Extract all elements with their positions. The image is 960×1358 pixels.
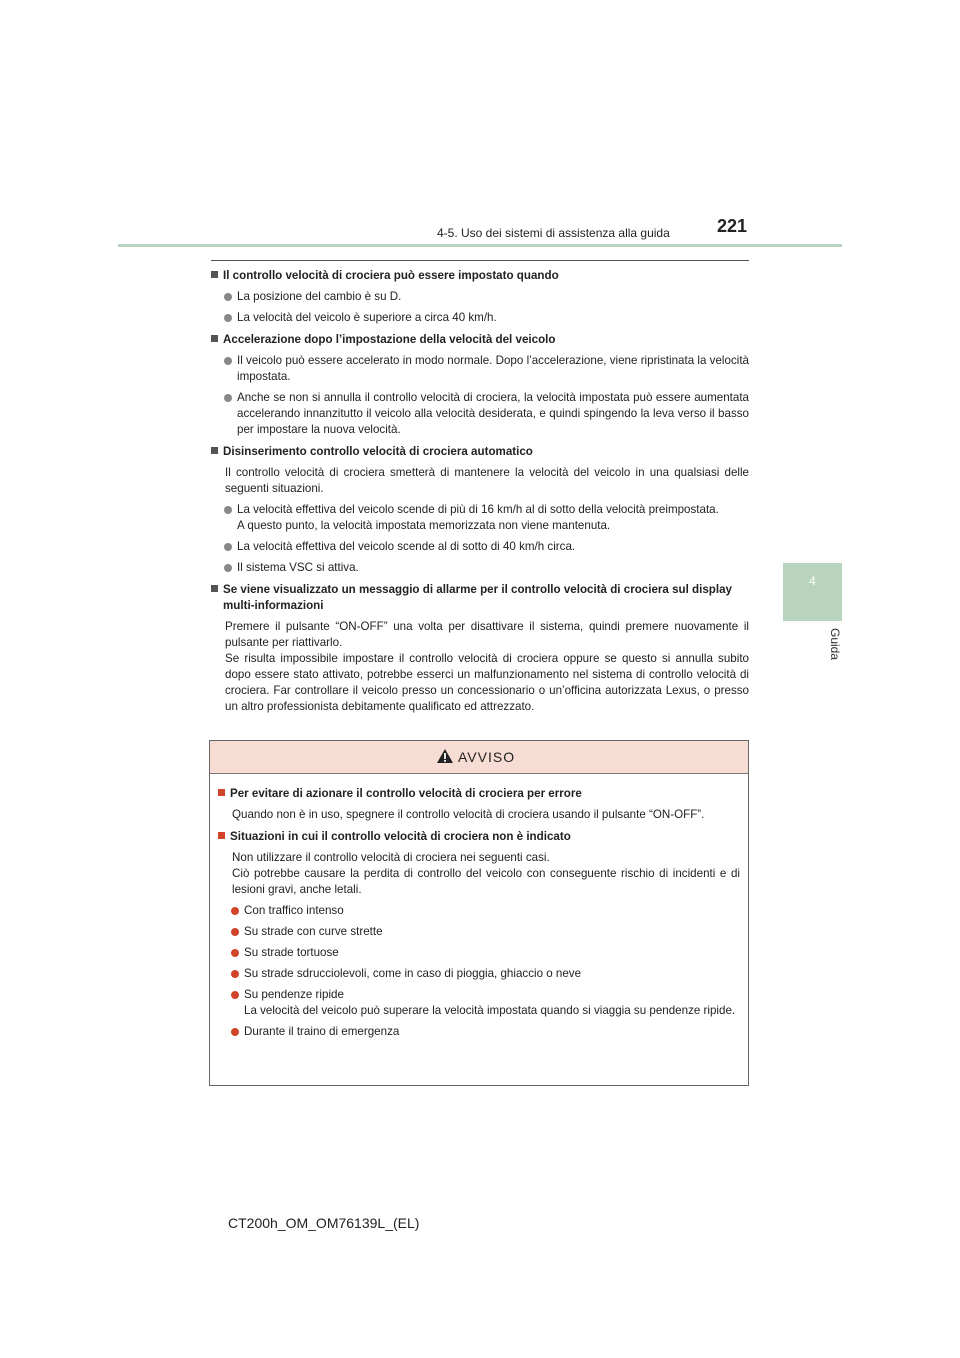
- header-divider: [118, 244, 842, 247]
- list-item-text: La velocità effettiva del veicolo scende al di sotto di 40 km/h circa.: [237, 540, 576, 553]
- section-paragraph: Premere il pulsante “ON-OFF” una volta per disattivare il sistema, quindi premere nuovamente il pulsante per riattivarlo. Se risulta impossibile impostare il controllo velocità di crociera oppure se questo si annulla subito dopo essere stato attivato, potrebbe esserci un malfunzionamento nel sistema di controllo velocità di crociera. Far controllare il veicolo presso un concessionario o un’officina autorizzata Lexus, o presso un altro professionista debitamente qualificato ed attrezzato.: [225, 620, 749, 713]
- warning-title: AVVISO: [458, 749, 516, 765]
- section-paragraph: Il controllo velocità di crociera smetterà di mantenere la velocità del veicolo in una qualsiasi delle seguenti situazioni.: [225, 466, 749, 495]
- list-item-text: Su strade con curve strette: [244, 925, 383, 938]
- list-item: [211, 310, 749, 326]
- round-bullet-icon: [224, 543, 232, 551]
- list-item-text: La posizione del cambio è su D.: [237, 290, 402, 303]
- round-bullet-icon: [231, 928, 239, 936]
- round-bullet-icon: [224, 394, 232, 402]
- list-item: [218, 945, 740, 961]
- section-heading-text: Se viene visualizzato un messaggio di allarme per il controllo velocità di crociera sul display multi-informazioni: [223, 583, 733, 612]
- list-item-text: La velocità effettiva del veicolo scende di più di 16 km/h al di sotto della velocità preimpostata. A questo punto, la velocità impostata memorizzata non viene mantenuta.: [237, 503, 719, 532]
- section-heading-text: Situazioni in cui il controllo velocità di crociera non è indicato: [230, 830, 571, 843]
- list-item-text: Il veicolo può essere accelerato in modo normale. Dopo l’accelerazione, viene ripristinata la velocità impostata.: [237, 354, 749, 383]
- square-bullet-icon: [211, 271, 218, 278]
- list-item: [211, 390, 749, 438]
- page-number: 221: [717, 216, 748, 236]
- list-item: [211, 502, 749, 534]
- section-heading: [218, 786, 740, 802]
- round-bullet-icon: [224, 357, 232, 365]
- section-heading-text: Il controllo velocità di crociera può essere impostato quando: [223, 269, 559, 282]
- list-item: [211, 560, 749, 576]
- section-heading: [211, 582, 749, 614]
- square-bullet-icon: [218, 789, 225, 796]
- list-item-text: Durante il traino di emergenza: [244, 1025, 400, 1038]
- chapter-number: 4: [809, 574, 816, 588]
- round-bullet-icon: [231, 991, 239, 999]
- square-bullet-icon: [218, 832, 225, 839]
- list-item: [218, 966, 740, 982]
- square-bullet-icon: [211, 447, 218, 454]
- list-item: [211, 289, 749, 305]
- list-item-text: Su strade tortuose: [244, 946, 339, 959]
- square-bullet-icon: [211, 335, 218, 342]
- main-content: [211, 268, 749, 715]
- list-item: [218, 1024, 740, 1040]
- list-item: [218, 903, 740, 919]
- chapter-tab: [783, 563, 842, 621]
- list-item-text: Su strade sdrucciolevoli, come in caso di pioggia, ghiaccio o neve: [244, 967, 582, 980]
- round-bullet-icon: [224, 564, 232, 572]
- list-item: [218, 924, 740, 940]
- chapter-label: Guida: [828, 628, 842, 661]
- round-bullet-icon: [231, 1028, 239, 1036]
- round-bullet-icon: [231, 949, 239, 957]
- round-bullet-icon: [224, 314, 232, 322]
- section-heading: [211, 332, 749, 348]
- list-item: [211, 539, 749, 555]
- section-heading: [211, 444, 749, 460]
- list-item-text: Anche se non si annulla il controllo velocità di crociera, la velocità impostata può essere aumentata accelerando innanzitutto il veicolo alla velocità desiderata, e quindi spingendo la leva verso il basso per impostare la nuova velocità.: [237, 391, 749, 436]
- content-divider: [211, 260, 749, 261]
- list-item-text: La velocità del veicolo è superiore a circa 40 km/h.: [237, 311, 497, 324]
- list-item: [211, 353, 749, 385]
- list-item-text: Su pendenze ripide La velocità del veicolo può superare la velocità impostata quando si viaggia su pendenze ripide.: [244, 988, 736, 1017]
- section-paragraph: Non utilizzare il controllo velocità di crociera nei seguenti casi. Ciò potrebbe causare la perdita di controllo del veicolo con conseguente rischio di incidenti e di lesioni gravi, anche letali.: [232, 851, 740, 896]
- warning-box: [209, 740, 749, 1086]
- header-title: 4-5. Uso dei sistemi di assistenza alla guida: [437, 226, 670, 240]
- round-bullet-icon: [231, 970, 239, 978]
- list-item-text: Con traffico intenso: [244, 904, 344, 917]
- section-heading-text: Accelerazione dopo l’impostazione della velocità del veicolo: [223, 333, 556, 346]
- warning-triangle-icon: [436, 748, 454, 764]
- footer-doc-code: CT200h_OM_OM76139L_(EL): [228, 1215, 420, 1231]
- warning-body: [210, 774, 748, 1040]
- round-bullet-icon: [224, 293, 232, 301]
- list-item: [218, 987, 740, 1019]
- round-bullet-icon: [231, 907, 239, 915]
- section-heading-text: Per evitare di azionare il controllo velocità di crociera per errore: [230, 787, 582, 800]
- list-item-text: Il sistema VSC si attiva.: [237, 561, 359, 574]
- warning-header: [210, 741, 748, 774]
- round-bullet-icon: [224, 506, 232, 514]
- section-heading-text: Disinserimento controllo velocità di crociera automatico: [223, 445, 533, 458]
- section-heading: [211, 268, 749, 284]
- section-heading: [218, 829, 740, 845]
- square-bullet-icon: [211, 585, 218, 592]
- section-paragraph: Quando non è in uso, spegnere il controllo velocità di crociera usando il pulsante “ON-OFF”.: [232, 808, 705, 821]
